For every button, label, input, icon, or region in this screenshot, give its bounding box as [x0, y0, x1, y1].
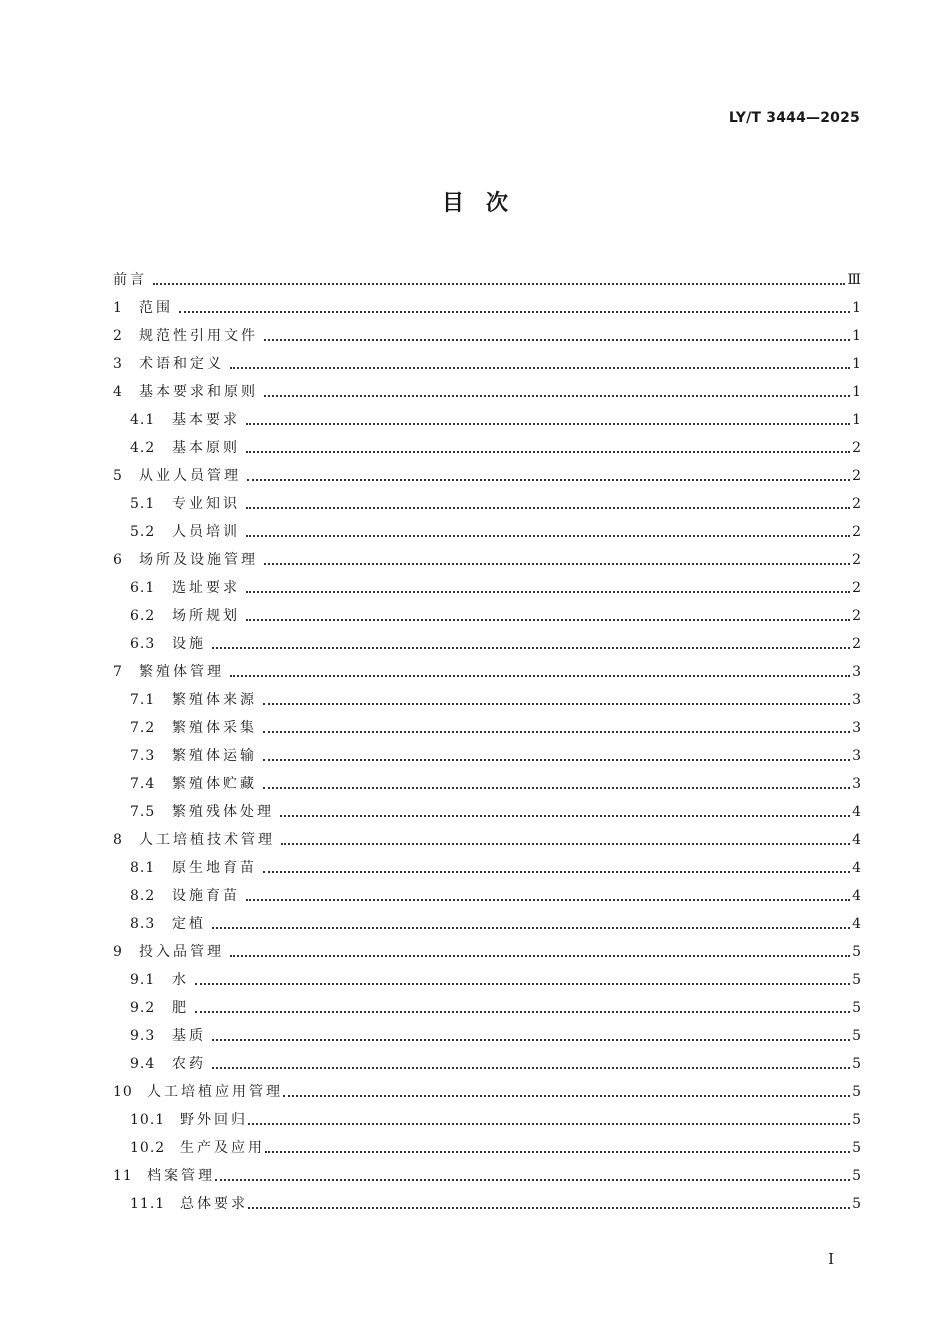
toc-entry-page: 1 — [852, 412, 861, 428]
toc-entry-label: 场所规划 — [172, 608, 240, 624]
toc-entry-number: 3 — [113, 356, 123, 372]
toc-entry[interactable] — [113, 714, 861, 742]
toc-entry-number: 6 — [113, 552, 123, 568]
toc-entry-number: 4.2 — [130, 440, 156, 456]
toc-entry-page: Ⅲ — [847, 272, 861, 288]
toc-dot-leader — [247, 462, 850, 490]
toc-entry-number: 10 — [113, 1084, 133, 1100]
toc-dot-leader — [281, 826, 850, 854]
toc-entry-page: 4 — [852, 832, 861, 848]
toc-dot-leader — [280, 798, 850, 826]
toc-entry-number: 8.3 — [130, 916, 156, 932]
toc-entry-label: 基本要求 — [172, 412, 240, 428]
toc-entry-page: 2 — [852, 440, 861, 456]
toc-entry[interactable] — [113, 686, 861, 714]
toc-entry[interactable] — [113, 910, 861, 938]
toc-entry-page: 5 — [852, 1140, 861, 1156]
toc-dot-leader — [230, 938, 850, 966]
toc-dot-leader — [264, 322, 850, 350]
toc-entry-page: 5 — [852, 1112, 861, 1128]
toc-entry-label: 总体要求 — [180, 1196, 248, 1212]
toc-entry-page: 2 — [852, 636, 861, 652]
toc-dot-leader — [264, 546, 850, 574]
toc-dot-leader — [179, 294, 850, 322]
toc-entry[interactable] — [113, 574, 861, 602]
toc-entry[interactable] — [113, 658, 861, 686]
toc-entry[interactable] — [113, 434, 861, 462]
toc-entry-number: 8.1 — [130, 860, 156, 876]
toc-entry-label: 人工培植应用管理 — [147, 1084, 283, 1100]
toc-entry-label: 水 — [172, 972, 189, 988]
toc-entry-label: 繁殖体贮藏 — [172, 776, 257, 792]
toc-entry-number: 11 — [113, 1168, 133, 1184]
toc-entry[interactable] — [113, 1134, 861, 1162]
toc-entry-page: 4 — [852, 888, 861, 904]
toc-entry-page: 5 — [852, 944, 861, 960]
toc-entry-number: 8.2 — [130, 888, 156, 904]
toc-entry-label: 范围 — [139, 300, 173, 316]
toc-entry-page: 4 — [852, 916, 861, 932]
toc-dot-leader — [263, 742, 850, 770]
toc-entry-page: 3 — [852, 664, 861, 680]
toc-entry-number: 4.1 — [130, 412, 156, 428]
toc-entry-label: 术语和定义 — [139, 356, 224, 372]
toc-entry-number: 7 — [113, 664, 123, 680]
toc-entry-label: 原生地育苗 — [172, 860, 257, 876]
toc-entry[interactable] — [113, 1162, 861, 1190]
toc-entry-page: 1 — [852, 328, 861, 344]
toc-entry[interactable] — [113, 406, 861, 434]
toc-entry-page: 3 — [852, 776, 861, 792]
toc-entry-label: 繁殖体来源 — [172, 692, 257, 708]
toc-entry-label: 选址要求 — [172, 580, 240, 596]
toc-entry[interactable] — [113, 882, 861, 910]
toc-entry-label: 前言 — [113, 272, 147, 288]
toc-entry[interactable] — [113, 966, 861, 994]
toc-entry[interactable] — [113, 854, 861, 882]
toc-dot-leader — [195, 966, 850, 994]
toc-dot-leader — [215, 1162, 850, 1190]
toc-entry[interactable] — [113, 518, 861, 546]
toc-entry-page: 3 — [852, 748, 861, 764]
toc-dot-leader — [246, 518, 850, 546]
toc-entry-page: 5 — [852, 1056, 861, 1072]
toc-entry[interactable] — [113, 602, 861, 630]
toc-entry-label: 人员培训 — [172, 524, 240, 540]
toc-dot-leader — [212, 1050, 850, 1078]
toc-dot-leader — [263, 686, 850, 714]
toc-dot-leader — [246, 434, 850, 462]
toc-dot-leader — [248, 1106, 850, 1134]
toc-dot-leader — [263, 714, 850, 742]
toc-entry-label: 设施育苗 — [172, 888, 240, 904]
toc-entry[interactable] — [113, 1050, 861, 1078]
toc-entry-label: 投入品管理 — [139, 944, 224, 960]
toc-entry-number: 6.2 — [130, 608, 156, 624]
toc-entry-label: 基本原则 — [172, 440, 240, 456]
toc-entry[interactable] — [113, 826, 861, 854]
toc-entry-page: 2 — [852, 580, 861, 596]
toc-entry[interactable] — [113, 1022, 861, 1050]
toc-entry[interactable] — [113, 378, 861, 406]
toc-entry-number: 7.4 — [130, 776, 156, 792]
toc-entry-page: 1 — [852, 300, 861, 316]
toc-entry-number: 9 — [113, 944, 123, 960]
toc-entry-number: 4 — [113, 384, 123, 400]
toc-entry[interactable] — [113, 1078, 861, 1106]
page-number: Ⅰ — [828, 1250, 834, 1268]
toc-dot-leader — [230, 350, 850, 378]
toc-entry-number: 7.5 — [130, 804, 156, 820]
toc-dot-leader — [263, 770, 850, 798]
toc-entry-number: 10.1 — [130, 1112, 166, 1128]
toc-entry-number: 9.2 — [130, 1000, 156, 1016]
toc-dot-leader — [246, 490, 850, 518]
toc-dot-leader — [248, 1190, 850, 1218]
toc-dot-leader — [264, 378, 850, 406]
toc-entry-label: 设施 — [172, 636, 206, 652]
toc-entry-label: 人工培植技术管理 — [139, 832, 275, 848]
toc-entry-label: 规范性引用文件 — [139, 328, 258, 344]
toc-entry-page: 5 — [852, 1168, 861, 1184]
toc-entry[interactable] — [113, 462, 861, 490]
toc-entry-number: 8 — [113, 832, 123, 848]
toc-entry-label: 基本要求和原则 — [139, 384, 258, 400]
toc-entry[interactable] — [113, 1190, 861, 1218]
toc-entry-label: 农药 — [172, 1056, 206, 1072]
toc-entry-page: 1 — [852, 356, 861, 372]
toc-entry-label: 繁殖体管理 — [139, 664, 224, 680]
toc-entry-number: 1 — [113, 300, 123, 316]
toc-entry-number: 9.4 — [130, 1056, 156, 1072]
toc-entry-page: 3 — [852, 720, 861, 736]
toc-dot-leader — [246, 406, 850, 434]
toc-entry-page: 5 — [852, 1084, 861, 1100]
toc-entry[interactable] — [113, 294, 861, 322]
toc-entry-number: 11.1 — [130, 1196, 166, 1212]
standard-code: LY/T 3444—2025 — [728, 110, 860, 126]
toc-entry-label: 繁殖残体处理 — [172, 804, 274, 820]
toc-entry-number: 5.1 — [130, 496, 156, 512]
toc-dot-leader — [246, 882, 850, 910]
toc-entry-label: 场所及设施管理 — [139, 552, 258, 568]
toc-entry-label: 生产及应用 — [180, 1140, 265, 1156]
toc-dot-leader — [265, 1134, 850, 1162]
toc-dot-leader — [212, 910, 850, 938]
toc-entry-number: 6.1 — [130, 580, 156, 596]
toc-entry-number: 9.3 — [130, 1028, 156, 1044]
table-of-contents — [113, 266, 861, 1218]
toc-dot-leader — [153, 266, 845, 294]
page-title: 目 次 — [441, 191, 508, 216]
toc-entry-label: 基质 — [172, 1028, 206, 1044]
toc-entry-number: 6.3 — [130, 636, 156, 652]
toc-entry-page: 2 — [852, 496, 861, 512]
toc-entry-page: 2 — [852, 524, 861, 540]
toc-entry-label: 繁殖体采集 — [172, 720, 257, 736]
toc-dot-leader — [230, 658, 850, 686]
toc-entry-label: 专业知识 — [172, 496, 240, 512]
toc-entry-page: 4 — [852, 804, 861, 820]
toc-entry-number: 7.1 — [130, 692, 156, 708]
toc-entry-number: 5.2 — [130, 524, 156, 540]
toc-entry-number: 7.2 — [130, 720, 156, 736]
toc-entry-page: 5 — [852, 1028, 861, 1044]
toc-dot-leader — [195, 994, 850, 1022]
toc-entry-page: 2 — [852, 468, 861, 484]
toc-entry-label: 从业人员管理 — [139, 468, 241, 484]
toc-entry-page: 5 — [852, 972, 861, 988]
toc-entry-label: 繁殖体运输 — [172, 748, 257, 764]
toc-entry[interactable] — [113, 266, 861, 294]
toc-entry-page: 5 — [852, 1000, 861, 1016]
toc-entry-number: 2 — [113, 328, 123, 344]
toc-entry[interactable] — [113, 994, 861, 1022]
toc-dot-leader — [246, 602, 850, 630]
toc-dot-leader — [212, 630, 850, 658]
toc-entry-page: 5 — [852, 1196, 861, 1212]
toc-entry[interactable] — [113, 546, 861, 574]
toc-entry[interactable] — [113, 350, 861, 378]
toc-entry[interactable] — [113, 1106, 861, 1134]
toc-entry[interactable] — [113, 322, 861, 350]
toc-entry[interactable] — [113, 490, 861, 518]
toc-entry-page: 4 — [852, 860, 861, 876]
toc-dot-leader — [212, 1022, 850, 1050]
toc-entry-number: 5 — [113, 468, 123, 484]
toc-entry-label: 定植 — [172, 916, 206, 932]
toc-entry[interactable] — [113, 742, 861, 770]
toc-entry-number: 9.1 — [130, 972, 156, 988]
toc-entry[interactable] — [113, 938, 861, 966]
toc-dot-leader — [283, 1078, 850, 1106]
toc-entry[interactable] — [113, 798, 861, 826]
toc-entry-label: 野外回归 — [180, 1112, 248, 1128]
toc-entry-number: 10.2 — [130, 1140, 166, 1156]
toc-entry[interactable] — [113, 770, 861, 798]
toc-entry-label: 档案管理 — [147, 1168, 215, 1184]
toc-entry-label: 肥 — [172, 1000, 189, 1016]
toc-entry-page: 2 — [852, 552, 861, 568]
toc-entry[interactable] — [113, 630, 861, 658]
toc-entry-page: 3 — [852, 692, 861, 708]
toc-dot-leader — [263, 854, 850, 882]
toc-entry-number: 7.3 — [130, 748, 156, 764]
toc-entry-page: 1 — [852, 384, 861, 400]
toc-entry-page: 2 — [852, 608, 861, 624]
toc-dot-leader — [246, 574, 850, 602]
